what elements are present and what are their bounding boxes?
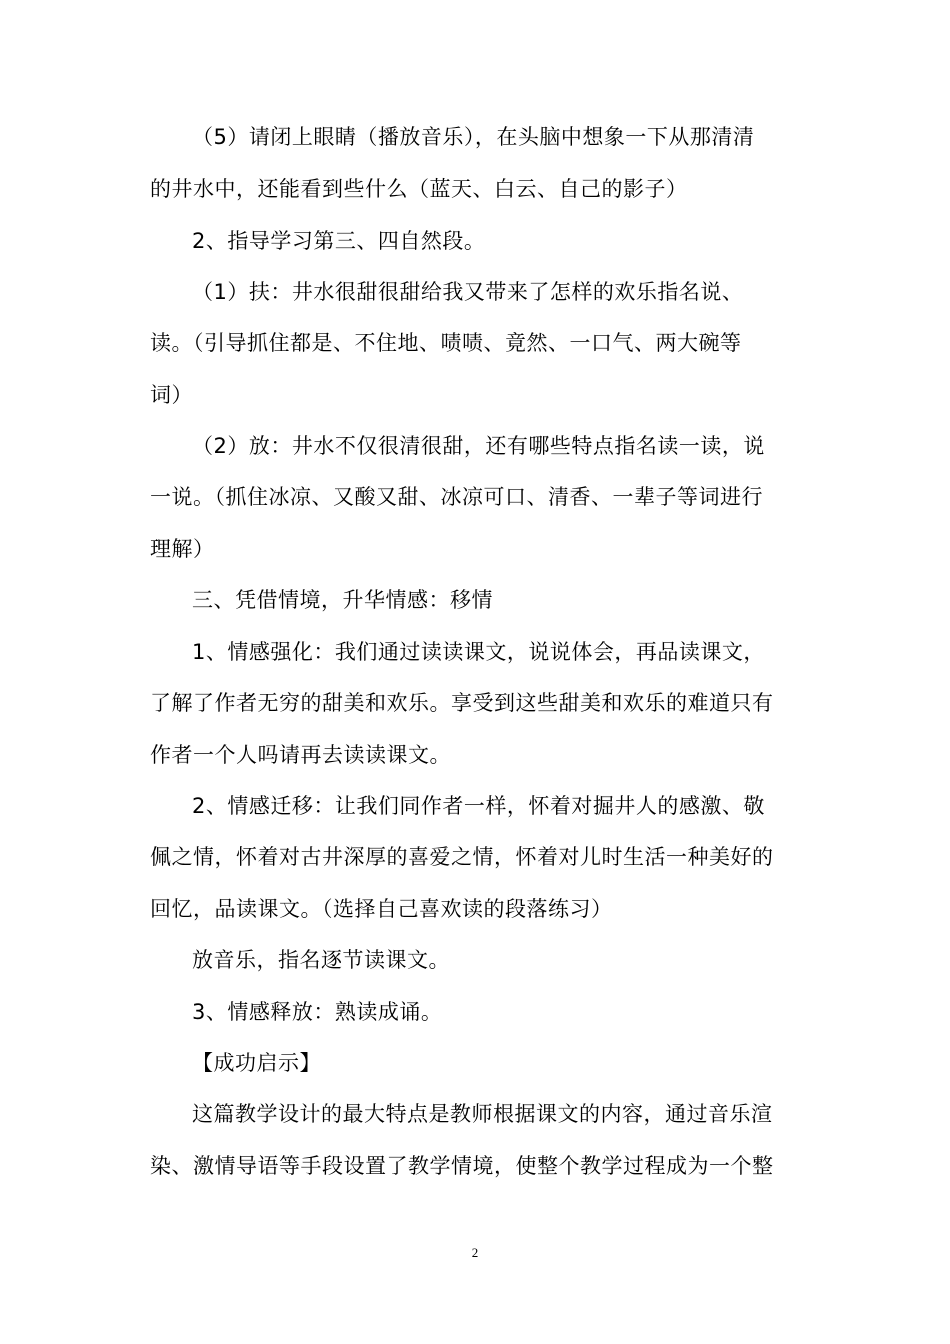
section-heading: 【成功启示】 (192, 1051, 321, 1075)
text-line: 一说。（抓住冰凉、又酸又甜、冰凉可口、清香、一辈子等词进行 (150, 485, 763, 509)
text-line: 词） (150, 383, 193, 407)
text-line: （2）放：井水不仅很清很甜，还有哪些特点指名读一读，说 (192, 434, 765, 458)
text-line: 3、情感释放：熟读成诵。 (192, 1000, 443, 1024)
page-number: 2 (471, 1245, 479, 1260)
text-line: （1）扶：井水很甜很甜给我又带来了怎样的欢乐指名说、 (192, 280, 744, 304)
text-line: 了解了作者无穷的甜美和欢乐。享受到这些甜美和欢乐的难道只有 (150, 691, 774, 715)
text-line: 2、情感迁移：让我们同作者一样，怀着对掘井人的感激、敬 (192, 794, 765, 818)
text-line: 放音乐，指名逐节读课文。 (192, 948, 450, 972)
text-line: 作者一个人吗请再去读读课文。 (150, 743, 451, 767)
text-line: 1、情感强化：我们通过读读课文，说说体会，再品读课文， (192, 640, 765, 664)
text-line: （5）请闭上眼睛（播放音乐），在头脑中想象一下从那清清 (192, 125, 755, 149)
text-line: 2、指导学习第三、四自然段。 (192, 229, 486, 253)
text-line: 读。（引导抓住都是、不住地、啧啧、竟然、一口气、两大碗等 (150, 331, 742, 355)
text-line: 理解） (150, 537, 215, 561)
text-line: 这篇教学设计的最大特点是教师根据课文的内容，通过音乐渲 (192, 1102, 773, 1126)
text-line: 的井水中，还能看到些什么（蓝天、白云、自己的影子） (150, 177, 688, 201)
section-heading: 三、凭借情境，升华情感：移情 (192, 588, 493, 612)
text-line: 佩之情，怀着对古井深厚的喜爱之情，怀着对儿时生活一种美好的 (150, 845, 774, 869)
text-line: 回忆，品读课文。（选择自己喜欢读的段落练习） (150, 897, 613, 921)
text-line: 染、激情导语等手段设置了教学情境，使整个教学过程成为一个整 (150, 1154, 774, 1178)
